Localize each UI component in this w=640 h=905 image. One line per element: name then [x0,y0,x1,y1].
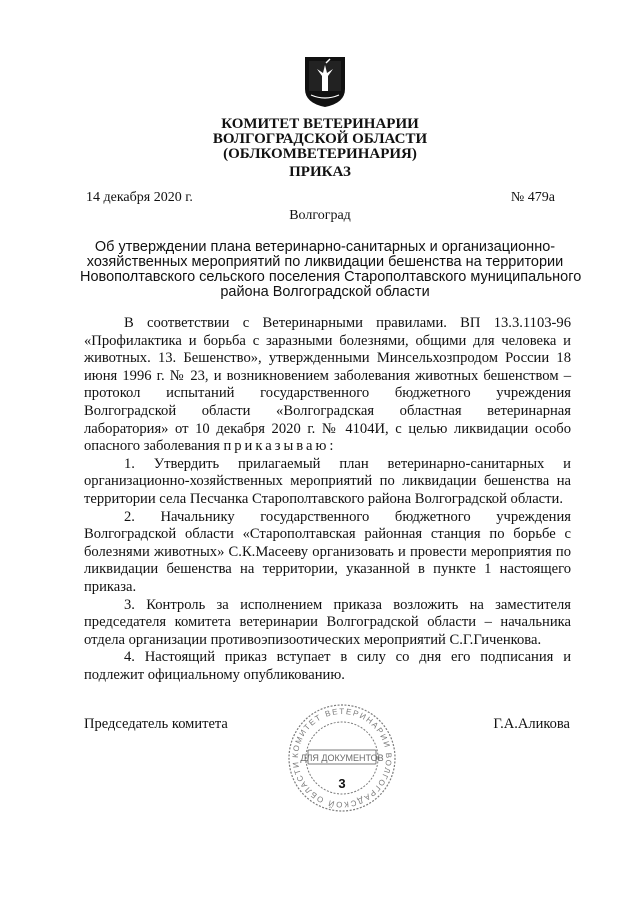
order-word: приказываю: [223,438,337,455]
order-item-1: 1. Утвердить прилагаемый план ветеринарно-санитарных и организационно-хозяйственных мероприятий по ликвидации бешенства на территории села Песчанка Старополтавского района Волгоградской области. [84,455,571,507]
subject-line-4: района Волгоградской области [220,284,430,300]
document-type-title: ПРИКАЗ [289,164,351,180]
official-stamp [286,702,398,814]
preamble-paragraph [84,315,571,456]
volgograd-coat-of-arms-icon [303,55,347,109]
stamp-center-text: ДЛЯ ДОКУМЕНТОВ [300,753,384,763]
document-subject [80,239,582,300]
order-item-3: 3. Контроль за исполнением приказа возложить на заместителя председателя комитета ветеринарии Волгоградской области – начальника отдела организации противоэпизоотических мероприятий С.Г.Гиченкова. [84,596,571,648]
order-item-2: 2. Начальнику государственного бюджетного учреждения Волгоградской области «Старополтавская районная станция по борьбе с болезнями животных» С.К.Масееву организовать и провести мероприятия по ликвидации бешенства на территории, указанной в пункте 1 настоящего приказа. [84,508,571,595]
signatory-name: Г.А.Аликова [493,716,570,732]
document-body [84,315,571,684]
document-city: Волгоград [289,208,351,223]
document-date: 14 декабря 2020 г. [86,190,193,205]
header-line-2: ВОЛГОГРАДСКОЙ ОБЛАСТИ [212,131,428,147]
document-number: № 479а [510,190,555,205]
organization-header [0,117,640,162]
subject-line-3: Новополтавского сельского поселения Старополтавского муниципального [80,269,582,285]
stamp-ring-text: КОМИТЕТ ВЕТЕРИНАРИИ ВОЛГОГРАДСКОЙ ОБЛАСТИ [290,706,394,810]
order-item-4: 4. Настоящий приказ вступает в силу со дня его подписания и подлежит официальному опубликованию. [84,649,571,683]
preamble-text: В соответствии с Ветеринарными правилами. ВП 13.3.1103-96 «Профилактика и борьба с заразными болезнями, общими для человека и животных. 13. Бешенство», утвержденными Минсельхозпродом России 18 июня 1996 г. № 23, и возникновением заболевания животных бешенством – протокол испытаний государственного бюджетного учреждения Волгоградской области «Волгоградская областная ветеринарная лаборатория» от 10 декабря 2020 г. № 4104И, с целью ликвидации особо опасного заболевания [84,315,571,455]
signatory-position: Председатель комитета [84,716,228,732]
header-line-3: (ОБЛКОМВЕТЕРИНАРИЯ) [223,146,417,162]
stamp-number: 3 [338,776,346,791]
subject-line-1: Об утверждении плана ветеринарно-санитарных и организационно- [94,239,556,255]
header-line-1: КОМИТЕТ ВЕТЕРИНАРИИ [221,116,419,132]
subject-line-2: хозяйственных мероприятий по ликвидации бешенства на территории [86,254,564,270]
